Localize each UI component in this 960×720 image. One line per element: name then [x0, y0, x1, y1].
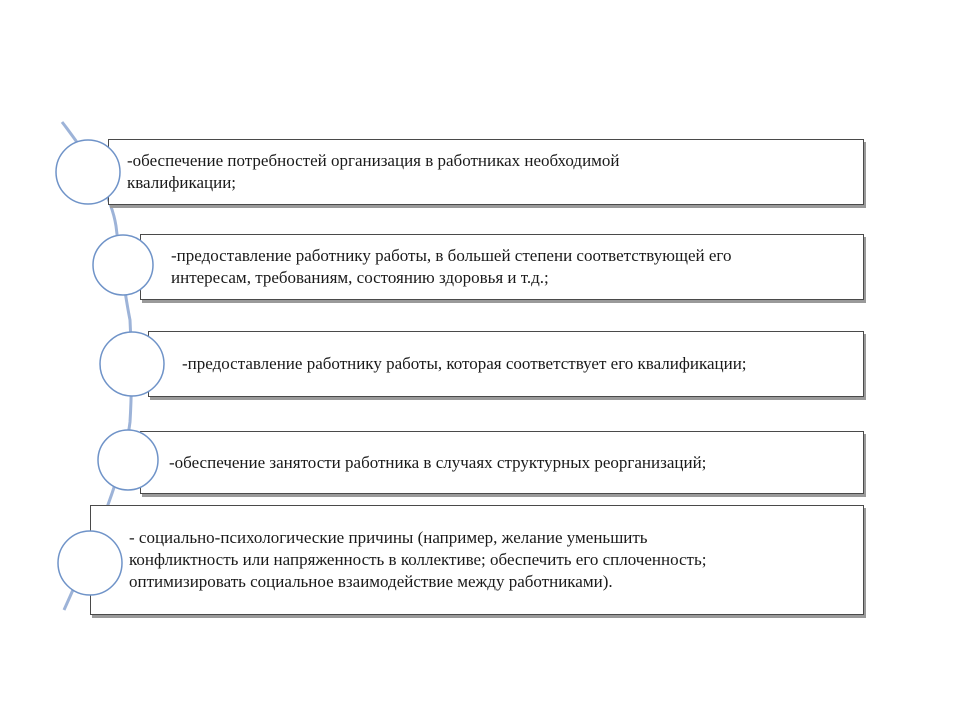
- item-text-3: [182, 353, 747, 375]
- item-text-2: [171, 245, 731, 289]
- item-box-5: [90, 505, 864, 615]
- item-box-2: [140, 234, 864, 300]
- item-5-line-1: - социально-психологические причины (например, желание уменьшить: [129, 528, 648, 547]
- item-2-line-1: -предоставление работнику работы, в большей степени соответствующей его: [171, 246, 732, 265]
- item-text-5: [129, 527, 706, 593]
- item-text-4: [169, 452, 706, 474]
- item-2-line-2: интересам, требованиям, состоянию здоровья и т.д.;: [171, 268, 549, 287]
- item-box-1: [108, 139, 864, 205]
- item-text-1: [127, 150, 620, 194]
- item-5-line-2: конфликтность или напряженность в коллективе; обеспечить его сплоченность;: [129, 550, 707, 569]
- item-4-line-1: -обеспечение занятости работника в случаях структурных реорганизаций;: [169, 452, 707, 472]
- item-3-line-1: -предоставление работнику работы, которая соответствует его квалификации;: [182, 354, 747, 373]
- item-box-4: [140, 431, 864, 494]
- item-box-3: [148, 331, 864, 397]
- item-1-line-2: квалификации;: [127, 173, 237, 192]
- item-5-line-3: оптимизировать социальное взаимодействие между работниками).: [129, 572, 613, 591]
- item-1-line-1: -обеспечение потребностей организация в работниках необходимой: [127, 151, 620, 170]
